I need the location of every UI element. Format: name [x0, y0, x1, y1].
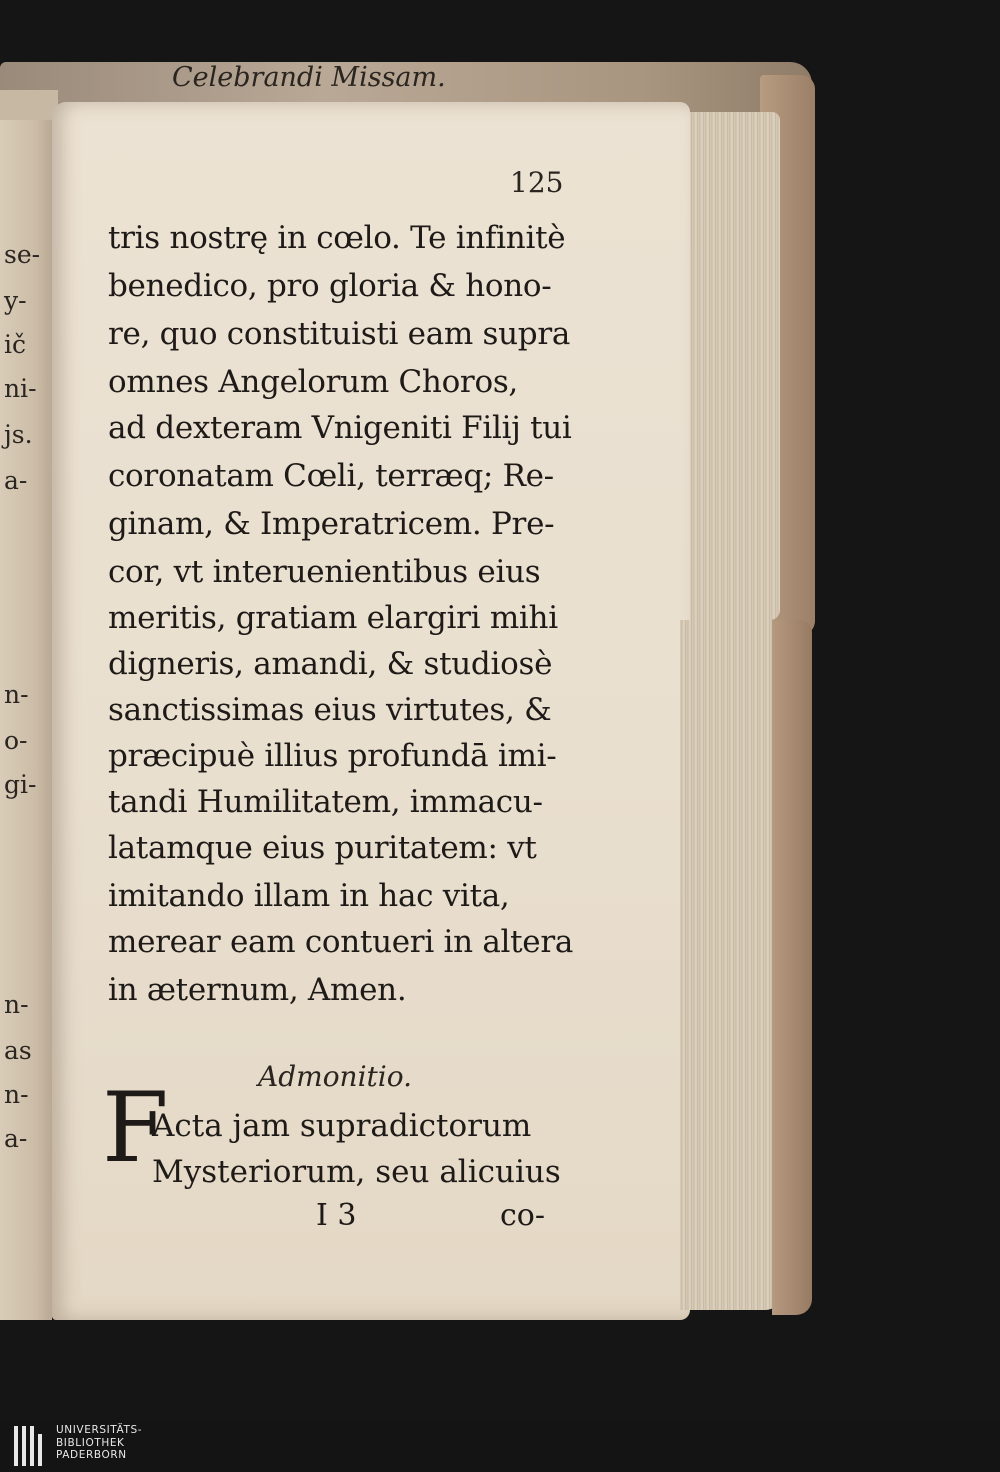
left-page-fragment: a-: [4, 466, 28, 495]
library-logo: [14, 1426, 48, 1466]
left-page-fragment: n-: [4, 1080, 29, 1109]
left-page-fragment: ič: [4, 330, 26, 359]
library-name-line: BIBLIOTHEK: [56, 1436, 125, 1449]
left-page-fragment: ni-: [4, 374, 37, 403]
page-number: 125: [510, 166, 564, 199]
text-line: imitando illam in hac vita,: [108, 878, 510, 914]
footer-bar: [0, 1420, 1000, 1472]
left-page-lower: [0, 620, 52, 1320]
text-line: ginam, & Imperatricem. Pre-: [108, 506, 555, 542]
signature-mark: I 3: [316, 1198, 357, 1233]
text-line: latamque eius puritatem: vt: [108, 830, 537, 866]
library-name-line: UNIVERSITÄTS-: [56, 1424, 143, 1436]
text-line: merear eam contueri in altera: [108, 924, 574, 960]
left-page-fragment: se-: [4, 240, 41, 269]
text-line: tandi Humilitatem, immacu-: [108, 784, 543, 820]
running-head: Celebrandi Missam.: [172, 62, 446, 93]
left-page-fragment: js.: [4, 420, 33, 449]
text-line: sanctissimas eius virtutes, &: [108, 692, 552, 728]
left-page-fragment: gi-: [4, 770, 37, 799]
library-name-line: PADERBORN: [56, 1449, 127, 1461]
text-line: tris nostrę in cœlo. Te infinitè: [108, 220, 566, 256]
page-edges-lower: [680, 620, 780, 1310]
book-spine-lower: [772, 620, 812, 1315]
text-line: coronatam Cœli, terræq; Re-: [108, 458, 554, 494]
text-line: in æternum, Amen.: [108, 972, 407, 1008]
left-page-fragment: as: [4, 1036, 32, 1065]
text-line: ad dexteram Vnigeniti Filij tui: [108, 410, 572, 446]
text-line: præcipuè illius profundā imi-: [108, 738, 557, 774]
library-name: [56, 1424, 142, 1462]
left-page-fragment: n-: [4, 680, 29, 709]
left-page: [0, 120, 52, 620]
text-line: omnes Angelorum Choros,: [108, 364, 518, 400]
text-line: meritis, gratiam elargiri mihi: [108, 600, 558, 636]
left-page-fragment: n-: [4, 990, 29, 1019]
left-page-fragment: y-: [4, 286, 27, 315]
paragraph-line: Mysteriorum, seu alicuius: [152, 1154, 561, 1190]
left-page-fragment: o-: [4, 726, 28, 755]
text-line: benedico, pro gloria & hono-: [108, 268, 552, 304]
page-edges: [680, 112, 780, 620]
text-line: re, quo constituisti eam supra: [108, 316, 571, 352]
drop-cap: F: [102, 1072, 169, 1184]
text-line: digneris, amandi, & studiosè: [108, 646, 553, 682]
catchword: co-: [500, 1198, 545, 1233]
text-line: cor, vt interuenientibus eius: [108, 554, 541, 590]
paragraph-line: Acta jam supradictorum: [152, 1108, 532, 1144]
section-heading: Admonitio.: [258, 1060, 413, 1093]
left-page-fragment: a-: [4, 1124, 28, 1153]
